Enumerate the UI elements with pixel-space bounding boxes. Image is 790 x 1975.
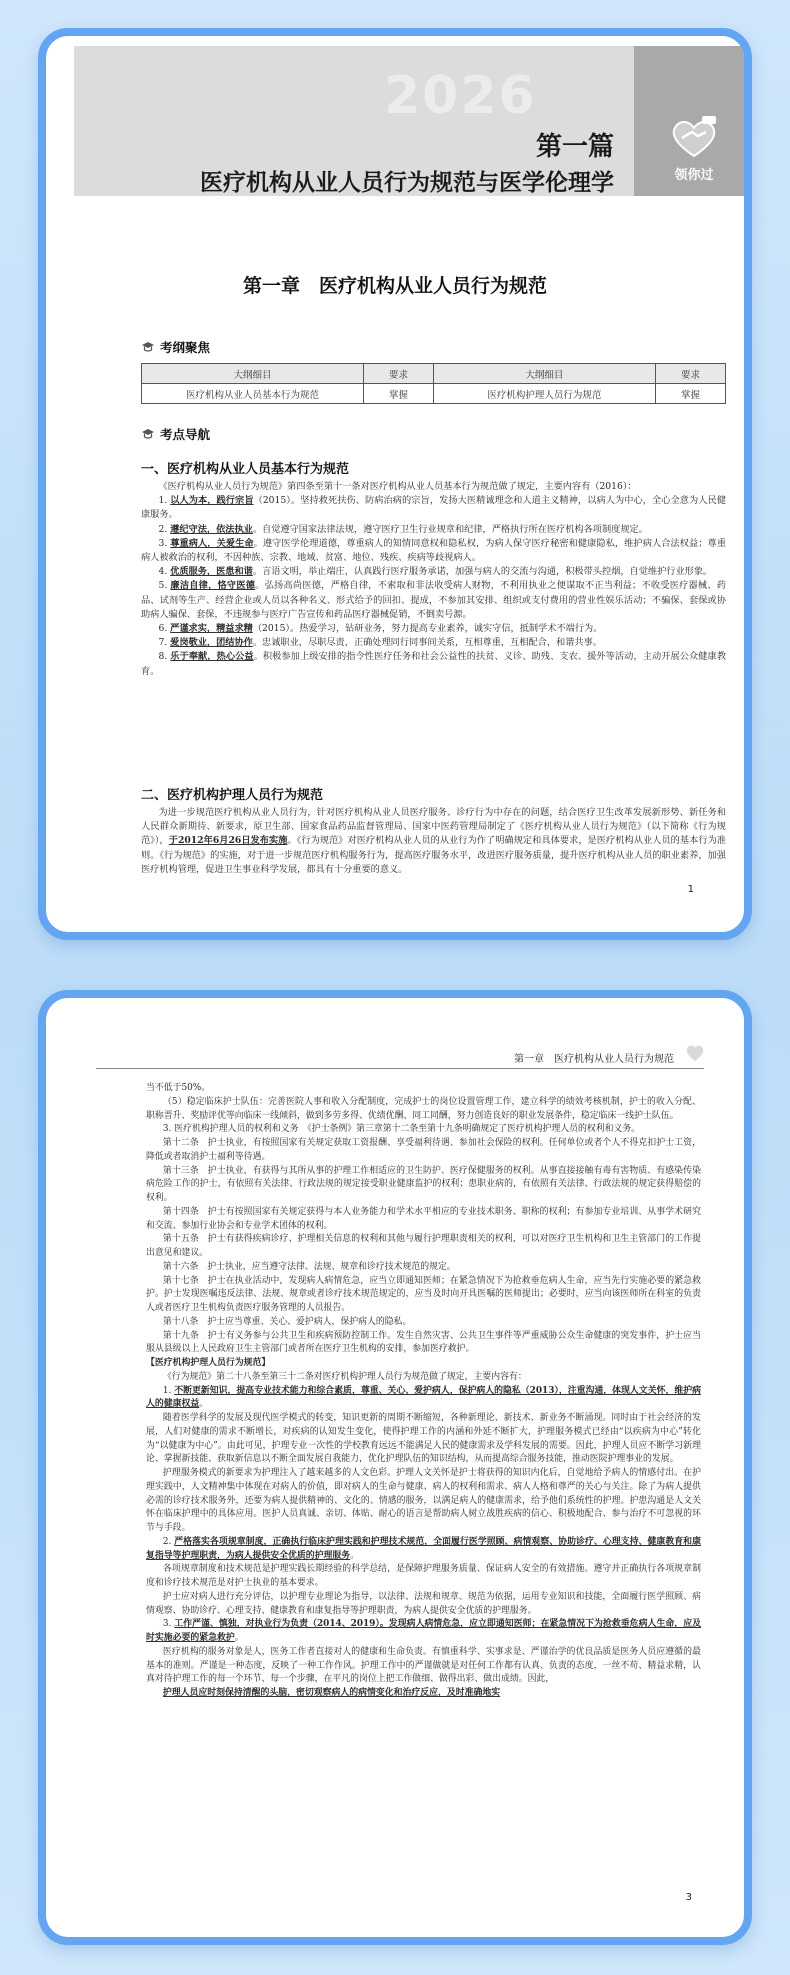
part-title: 第一篇 (535, 132, 614, 162)
norm-item-number: 5. (158, 580, 168, 592)
nursing-item (146, 1536, 701, 1564)
banner-logo-panel (634, 46, 752, 196)
body-paragraph: 第十八条 护士应当尊重、关心、爱护病人，保护病人的隐私。 (162, 1316, 412, 1327)
intro-paragraph: 《医疗机构从业人员行为规范》第四条至第十一条对医疗机构从业人员基本行为规范做了规定，主要内容有（2016）： (158, 481, 637, 492)
page2-body (146, 1082, 701, 1887)
graduation-cap-icon (141, 340, 155, 354)
norm-item-key: 廉洁自律，恪守医德 (170, 580, 256, 592)
norm-item-text: 。积极参加上级安排的指令性医疗任务和社会公益性的扶贫、义诊、助残、支农、援外等活动，主动开展公众健康教育。 (141, 651, 726, 677)
nursing-paragraph (141, 806, 726, 877)
norm-item-text: 。遵守医学伦理道德，尊重病人的知情同意权和隐私权，为病人保守医疗秘密和健康隐私，维护病人合法权益；尊重病人被救治的权利，不因种族、宗教、地域、贫富、地位、残疾、疾病等歧视病人。 (141, 537, 726, 564)
handshake-heart-icon (684, 1042, 706, 1064)
running-head: 第一章 医疗机构从业人员行为规范 (514, 1054, 674, 1065)
nursing-item-text: 。 (199, 1399, 209, 1410)
chapter-title: 第一章 医疗机构从业人员行为规范 (242, 275, 547, 297)
norm-item-number: 3. (158, 537, 168, 549)
table-header: 要求 (363, 364, 433, 384)
section-guide-heading (141, 425, 210, 443)
table-cell: 医疗机构护理人员行为规范 (433, 384, 655, 404)
norm-item-number: 7. (158, 637, 168, 649)
nursing-item-number: 3. (162, 1619, 172, 1630)
logo-text: 领你过 (674, 168, 714, 183)
table-cell: 掌握 (363, 384, 433, 404)
norm-item-text: 。言语文明，举止端庄，认真践行医疗服务承诺，加强与病人的交流与沟通，积极带头控烟，自觉维护行业形象。 (252, 566, 713, 578)
part-banner (74, 46, 752, 196)
body-paragraph: 当不低于50%。 (146, 1083, 211, 1093)
page-card-2 (38, 990, 752, 1945)
norm-item (141, 622, 726, 636)
bracket-intro: 《行为规范》第二十八条至第三十二条对医疗机构护理人员行为规范做了规定，主要内容有： (162, 1371, 527, 1382)
heading-nursing-norms: 二、医疗机构护理人员行为规范 (141, 788, 324, 803)
norm-item (141, 537, 726, 565)
bracket-heading: 【医疗机构护理人员行为规范】 (146, 1358, 271, 1368)
body-paragraph: 第十五条 护士有获得疾病诊疗、护理相关信息的权利和其他与履行护理职责相关的权利，可以对医疗卫生机构和卫生主管部门的工作提出意见和建议。 (146, 1234, 701, 1258)
body-paragraph: 第十四条 护士有按照国家有关规定获得与本人业务能力和学术水平相应的专业技术职务、职称的权利；有参加专业培训、从事学术研究和交流、参加行业协会和专业学术团体的权利。 (146, 1206, 701, 1231)
nursing-item (146, 1563, 701, 1591)
norm-item (141, 494, 726, 522)
nursing-norms-body (141, 806, 726, 906)
norm-item-text: 。自觉遵守国家法律法规，遵守医疗卫生行业规章和纪律，严格执行所在医疗机构各项制度规定。 (252, 523, 648, 535)
nursing-item (146, 1467, 701, 1536)
nursing-text-a: 为进一步规范医疗机构从业人员行为，针对医疗机构从业人员医疗服务、诊疗行为中存在的问题，结合医疗卫生改革发展新形势、新任务和人民群众新期待、新要求，原卫生部、国家食品药品监督管理局、国家中医药管理局制定了《医疗机构从业人员行为规范》（以下简称《行为规范》）， (141, 807, 726, 847)
nursing-item-text: 护理服务模式的新要求为护理注入了越来越多的人文色彩。护理人文关怀是护士将获得的知识内化后，自觉地给予病人的情感付出。在护理实践中，人文精神集中体现在对病人的价值，即对病人的生命与健康、病人的权利和需求、病人人格和尊严的关心与关注。除了为病人提供必需的诊疗技术服务外，还要为病人提供精神的、文化的、情感的服务，以满足病人的健康需求，给予他们系统性的护理。护患沟通是人文关怀在临床护理中的具体应用。医护人员真诚、亲切、体贴、耐心的语言是帮助病人树立战胜疾病的信心、积极地配合、参与治疗不可忽视的环节与手段。 (146, 1468, 701, 1533)
nursing-item-text: 各项规章制度和技术规范是护理实践长期经验的科学总结，是保障护理服务质量、保证病人安全的有效措施。遵守并正确执行各项规章制度和诊疗技术规范是对护士执业的基本要求。 (146, 1564, 701, 1588)
norm-item (141, 650, 726, 678)
handshake-heart-icon (666, 116, 722, 160)
norm-item-text: 。弘扬高尚医德，严格自律，不索取和非法收受病人财物，不利用执业之便谋取不正当利益；不收受医疗器械、药品、试剂等生产、经营企业或人员以各种名义、形式给予的回扣、提成，不参加其安排、组织或支付费用的营业性娱乐活动；不骗保、套保或协助病人骗保、套保，不违规参与医疗广告宣传和药品医疗器械促销，不倒卖号源。 (141, 580, 726, 620)
nursing-item-text: 。 (350, 1550, 359, 1561)
table-header: 要求 (655, 364, 725, 384)
year-watermark: 2026 (384, 66, 537, 126)
section-guide-label: 考点导航 (160, 427, 211, 442)
nursing-item-text: 护士应对病人进行充分评估，以护理专业理论为指导，以法律、法规和规章、规范为依据，运用专业知识和技能，全面履行医学照顾、病情观察、协助诊疗、心理支持、健康教育和康复指导等护理职责，为病人提供安全优质的护理服务。 (146, 1591, 701, 1616)
nursing-item-text: 随着医学科学的发展及现代医学模式的转变，知识更新的周期不断缩短，各种新理论、新技术、新业务不断涌现。同时由于社会经济的发展，人们对健康的需求不断增长，对疾病的认知发生变化，使得护理工作的内涵和外延不断扩大，护理服务模式已经由“以疾病为中心”转化为“以健康为中心”。由此可见，护理专业一次性的学校教育远远不能满足人民的健康需求及学科发展的需要。因此，护理人员应不断学习新理论、掌握新技能、获取新信息以不断全面发展自我能力，优化护理队伍的知识结构，从而提高综合服务技能，推动医院护理事业的发展。 (146, 1413, 701, 1465)
outline-table (141, 363, 726, 404)
page-number: 1 (687, 884, 694, 895)
nursing-item-key: 严格落实各项规章制度，正确执行临床护理实践和护理技术规范，全面履行医学照顾、病情观察、协助诊疗、心理支持、健康教育和康复指导等护理职责，为病人提供安全优质的护理服务 (146, 1536, 701, 1561)
norm-item-number: 6. (158, 623, 168, 635)
body-paragraph: 第十二条 护士执业，有按照国家有关规定获取工资报酬、享受福利待遇、参加社会保险的权利。任何单位或者个人不得克扣护士工资，降低或者取消护士福利等待遇。 (146, 1138, 701, 1162)
norm-item (141, 523, 726, 537)
nursing-item (146, 1385, 701, 1413)
body-paragraph: 3. 医疗机构护理人员的权利和义务 《护士条例》第三章第十二条至第十九条明确规定了医疗机构护理人员的权利和义务。 (162, 1124, 641, 1135)
table-cell: 掌握 (655, 384, 725, 404)
norm-item-text: （2015）。坚持救死扶伤、防病治病的宗旨，发扬大医精诚理念和人道主义精神，以病人为中心，全心全意为人民健康服务。 (141, 495, 726, 521)
part-subtitle: 医疗机构从业人员行为规范与医学伦理学 (200, 170, 614, 196)
nursing-item-key: 不断更新知识，提高专业技术能力和综合素质，尊重、关心、爱护病人，保护病人的隐私（2013），注重沟通，体现人文关怀，维护病人的健康权益 (146, 1385, 701, 1410)
norm-item-key: 尊重病人，关爱生命 (170, 537, 254, 549)
body-paragraph: 第十七条 护士在执业活动中，发现病人病情危急，应当立即通知医师；在紧急情况下为抢救垂危病人生命，应当先行实施必要的紧急救护。护士发现医嘱违反法律、法规、规章或者诊疗技术规范规定的，应当及时向开具医嘱的医师提出；必要时，应当向该医师所在科室的负责人或者医疗卫生机构负责医疗服务管理的人员报告。 (146, 1275, 701, 1313)
nursing-item (146, 1412, 701, 1467)
norm-item-number: 4. (158, 566, 168, 578)
nursing-item (146, 1618, 701, 1646)
nursing-item (146, 1591, 701, 1619)
basic-norms-body (141, 480, 726, 776)
nursing-item (146, 1646, 701, 1687)
publisher-logo (656, 116, 732, 183)
norm-item-number: 1. (158, 495, 168, 507)
norm-item-key: 乐于奉献，热心公益 (170, 651, 254, 663)
norm-item (141, 636, 726, 650)
nursing-text-key: 于2012年6月26日发布实施 (168, 835, 288, 847)
graduation-cap-icon (141, 427, 155, 441)
page-number: 3 (685, 1892, 692, 1903)
norm-item-key: 严谨求实，精益求精 (170, 623, 253, 635)
nursing-item-key: 护理人员应时刻保持清醒的头脑，密切观察病人的病情变化和治疗反应，及时准确地实 (162, 1688, 501, 1698)
section-outline-label: 考纲聚焦 (160, 340, 211, 355)
norm-item-key: 爱岗敬业，团结协作 (170, 637, 253, 649)
nursing-item-key: 工作严谨、慎独，对执业行为负责（2014、2019）。发现病人病情危急，应立即通知医师；在紧急情况下为抢救垂危病人生命，应及时实施必要的紧急救护 (146, 1619, 701, 1643)
norm-item (141, 579, 726, 622)
body-paragraph: （5）稳定临床护士队伍：完善医院人事和收入分配制度，完成护士的岗位设置管理工作，建立科学的绩效考核机制，护士的收入分配、职称晋升、奖励评优等向临床一线倾斜，做到多劳多得、优绩优酬、同工同酬，努力创造良好的职业发展条件，稳定临床一线护士队伍。 (146, 1096, 701, 1121)
body-paragraph: 第十六条 护士执业，应当遵守法律、法规、规章和诊疗技术规范的规定。 (162, 1261, 456, 1272)
nursing-item (146, 1687, 701, 1701)
norm-item-text: 。忠诚职业，尽职尽责，正确处理同行同事间关系，互相尊重，互相配合，和谐共事。 (252, 637, 602, 649)
norm-item (141, 565, 726, 579)
norm-item-text: （2015）。热爱学习，钻研业务，努力提高专业素养，诚实守信，抵制学术不端行为。 (252, 623, 603, 635)
norm-item-key: 优质服务，医患和谐 (170, 566, 253, 578)
table-cell: 医疗机构从业人员基本行为规范 (142, 384, 364, 404)
body-paragraph: 第十九条 护士有义务参与公共卫生和疾病预防控制工作。发生自然灾害、公共卫生事件等严重威胁公众生命健康的突发事件，护士应当服从县级以上人民政府卫生主管部门或者所在医疗卫生机构的安排，参加医疗救护。 (146, 1330, 701, 1355)
norm-item-key: 遵纪守法，依法执业 (170, 523, 253, 535)
table-header: 大纲细目 (142, 364, 364, 384)
page-card-1 (38, 28, 752, 940)
nursing-item-text: 。 (234, 1633, 244, 1643)
body-paragraph: 第十三条 护士执业，有获得与其所从事的护理工作相适应的卫生防护、医疗保健服务的权利。从事直接接触有毒有害物质、有感染传染病危险工作的护士，有依照有关法律、行政法规的规定接受职业健康监护的权利；患职业病的，有依照有关法律、行政法规的规定获得赔偿的权利。 (146, 1165, 701, 1203)
table-header: 大纲细目 (433, 364, 655, 384)
nursing-item-text: 医疗机构的服务对象是人，医务工作者直接对人的健康和生命负责。有慎重科学、实事求是、严谨治学的优良品质是医务人员应遵循的最基本的准则。严谨是一种态度，反映了一种工作作风。护理工作中的严谨做就是对任何工作都有认真、负责的态度，一丝不苟、精益求精，认真对待护理工作的每一个环节、每一个步骤，在平凡的岗位上把工作做细、做得出彩、做出成绩。因此， (146, 1646, 701, 1685)
section-outline-heading (141, 338, 210, 356)
norm-item-key: 以人为本，践行宗旨 (170, 495, 254, 507)
nursing-text-b: 。《行为规范》对医疗机构从业人员的从业行为作了明确规定和具体要求，是医疗机构从业人员的基本行为准则。《行为规范》的实施，对于进一步规范医疗机构服务行为，提高医疗服务水平，改进医疗服务质量，提升医疗机构从业人员的职业素养，加强医疗机构管理，促进卫生事业科学发展，都具有十分重要的意义。 (141, 835, 726, 875)
nursing-item-number: 2. (162, 1536, 172, 1547)
norm-item-number: 2. (158, 523, 168, 535)
norm-item-number: 8. (158, 651, 168, 663)
heading-basic-norms: 一、医疗机构从业人员基本行为规范 (141, 462, 350, 477)
nursing-item-number: 1. (162, 1385, 172, 1396)
header-divider (96, 1068, 704, 1069)
